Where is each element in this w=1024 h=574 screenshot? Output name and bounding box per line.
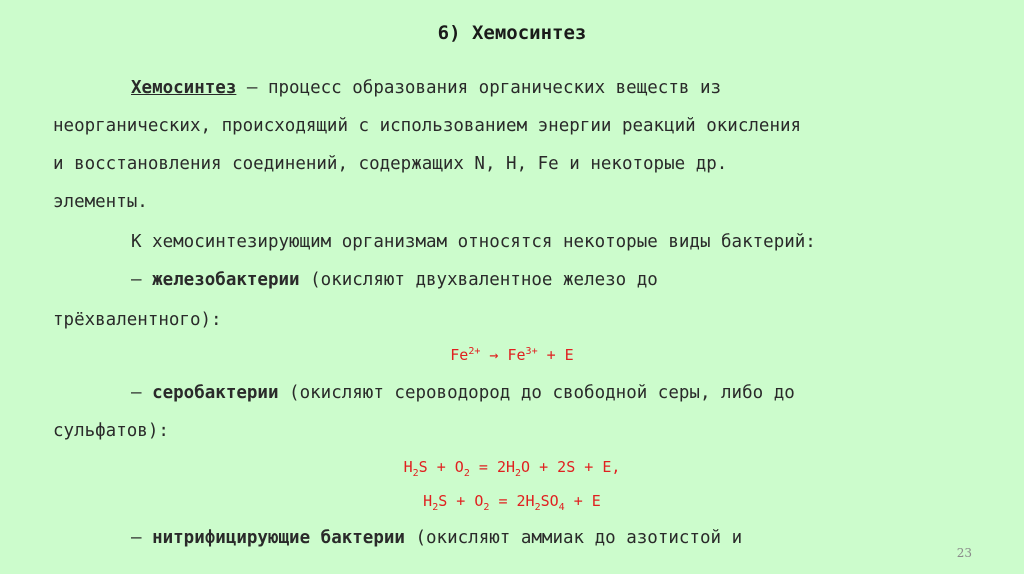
formula-part: + E [564, 492, 601, 510]
nitrifying-bacteria-line-1 [131, 528, 742, 548]
definition-line-2: неорганических, происходящий с использованием энергии реакций окисления [53, 116, 802, 136]
formula-part: S + O [418, 458, 464, 476]
nitrifying-bacteria-term: нитрифицирующие бактерии [152, 528, 405, 548]
formula-part: H [403, 458, 413, 476]
intro-line: К хемосинтезирующим организмам относятся некоторые виды бактерий: [131, 232, 816, 252]
sulfur-bacteria-text: (окисляют сероводород до свободной серы, либо до [278, 383, 795, 403]
term-chemosynthesis: Хемосинтез [131, 78, 237, 98]
formula-part: S + O [438, 492, 484, 510]
sulfur-bacteria-line-1 [131, 383, 795, 403]
formula-superscript: 3+ [525, 346, 538, 357]
dash: – [131, 528, 153, 548]
nitrifying-bacteria-text: (окисляют аммиак до азотистой и [404, 528, 743, 548]
formula-iron [0, 346, 1024, 364]
page-number: 23 [956, 546, 972, 560]
sulfur-bacteria-term: серобактерии [152, 383, 279, 403]
iron-bacteria-text: (окисляют двухвалентное железо до [299, 270, 658, 290]
formula-subscript: 2 [432, 502, 439, 513]
formula-part: = 2H [489, 492, 535, 510]
definition-line-1 [131, 78, 721, 98]
formula-subscript: 2 [412, 468, 419, 479]
iron-bacteria-line-1 [131, 270, 658, 290]
formula-subscript: 2 [515, 468, 522, 479]
formula-subscript: 2 [534, 502, 541, 513]
formula-subscript: 4 [558, 502, 565, 513]
slide-title: 6) Хемосинтез [437, 22, 587, 44]
formula-sulfur-1 [0, 458, 1024, 479]
formula-part: → Fe [480, 346, 526, 364]
dash: – [131, 270, 153, 290]
iron-bacteria-line-2: трёхвалентного): [53, 310, 222, 330]
definition-text: – процесс образования органических веществ из [236, 78, 722, 98]
sulfur-bacteria-line-2: сульфатов): [53, 421, 169, 441]
formula-part: Fe [450, 346, 469, 364]
dash: – [131, 383, 153, 403]
formula-superscript: 2+ [468, 346, 481, 357]
formula-part: SO [540, 492, 559, 510]
definition-line-4: элементы. [53, 192, 148, 212]
definition-line-3: и восстановления соединений, содержащих N, H, Fe и некоторые др. [53, 154, 728, 174]
formula-part: O + 2S + E, [521, 458, 621, 476]
iron-bacteria-term: железобактерии [152, 270, 300, 290]
formula-subscript: 2 [463, 468, 470, 479]
formula-part: + E [537, 346, 574, 364]
formula-sulfur-2 [0, 492, 1024, 513]
formula-part: = 2H [469, 458, 516, 476]
formula-part: H [423, 492, 433, 510]
formula-subscript: 2 [483, 502, 490, 513]
